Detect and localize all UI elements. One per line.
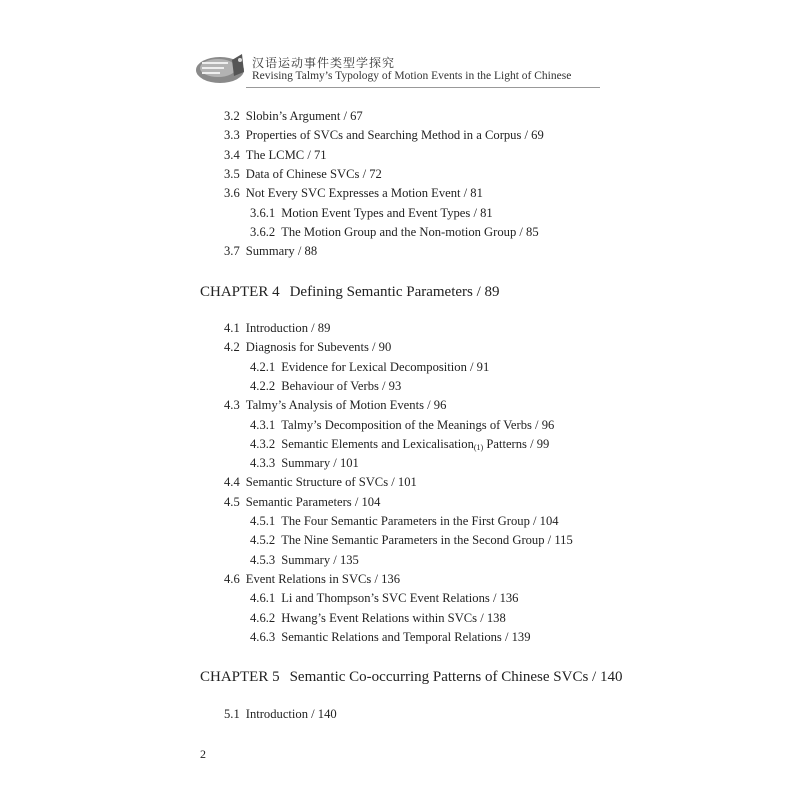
toc-entry: 3.3 Properties of SVCs and Searching Method in a Corpus / 69	[224, 128, 544, 142]
toc-entry: 4.1 Introduction / 89	[224, 321, 331, 335]
toc-entry: 4.4 Semantic Structure of SVCs / 101	[224, 475, 417, 489]
chapter-heading: CHAPTER 5 Semantic Co-occurring Patterns of Chinese SVCs / 140	[200, 669, 623, 685]
toc-entry: 4.5.1 The Four Semantic Parameters in the First Group / 104	[250, 514, 559, 528]
running-head-english: Revising Talmy’s Typology of Motion Events in the Light of Chinese	[252, 70, 572, 82]
toc-entry: 4.6 Event Relations in SVCs / 136	[224, 572, 401, 586]
toc-entry: 3.4 The LCMC / 71	[224, 148, 327, 162]
toc-entry: 4.2 Diagnosis for Subevents / 90	[224, 340, 392, 354]
toc-entry: 3.2 Slobin’s Argument / 67	[224, 109, 363, 123]
toc-entry: 4.3.1 Talmy’s Decomposition of the Meanings of Verbs / 96	[250, 418, 555, 432]
toc-entry: 4.6.3 Semantic Relations and Temporal Relations / 139	[250, 630, 531, 644]
chapter-heading: CHAPTER 4 Defining Semantic Parameters / 89	[200, 284, 500, 300]
running-head-chinese: 汉语运动事件类型学探究	[252, 56, 396, 70]
toc-entry: 3.6.1 Motion Event Types and Event Types / 81	[250, 206, 493, 220]
toc-entry: 4.5 Semantic Parameters / 104	[224, 495, 381, 509]
toc-entry: 4.3.2 Semantic Elements and Lexicalisation$_{(1)}$ Patterns / 99	[250, 437, 550, 452]
toc-entry: 4.2.2 Behaviour of Verbs / 93	[250, 379, 402, 393]
toc-entry: 4.5.3 Summary / 135	[250, 553, 359, 567]
toc-entry: 4.3 Talmy’s Analysis of Motion Events / 96	[224, 398, 447, 412]
page-number: 2	[200, 747, 206, 761]
toc-entry: 3.6 Not Every SVC Expresses a Motion Event / 81	[224, 186, 483, 200]
toc-entry: 4.3.3 Summary / 101	[250, 456, 359, 470]
publisher-logo	[196, 52, 248, 84]
toc-entry: 3.5 Data of Chinese SVCs / 72	[224, 167, 382, 181]
toc-entry: 5.1 Introduction / 140	[224, 707, 337, 721]
toc-entry: 4.2.1 Evidence for Lexical Decomposition / 91	[250, 360, 490, 374]
toc-entry: 3.6.2 The Motion Group and the Non-motion Group / 85	[250, 225, 539, 239]
toc-entry: 4.6.2 Hwang’s Event Relations within SVCs / 138	[250, 611, 506, 625]
header-rule	[246, 87, 600, 88]
toc-entry: 4.6.1 Li and Thompson’s SVC Event Relations / 136	[250, 591, 519, 605]
toc-entry: 4.5.2 The Nine Semantic Parameters in the Second Group / 115	[250, 533, 573, 547]
toc-entry: 3.7 Summary / 88	[224, 244, 318, 258]
